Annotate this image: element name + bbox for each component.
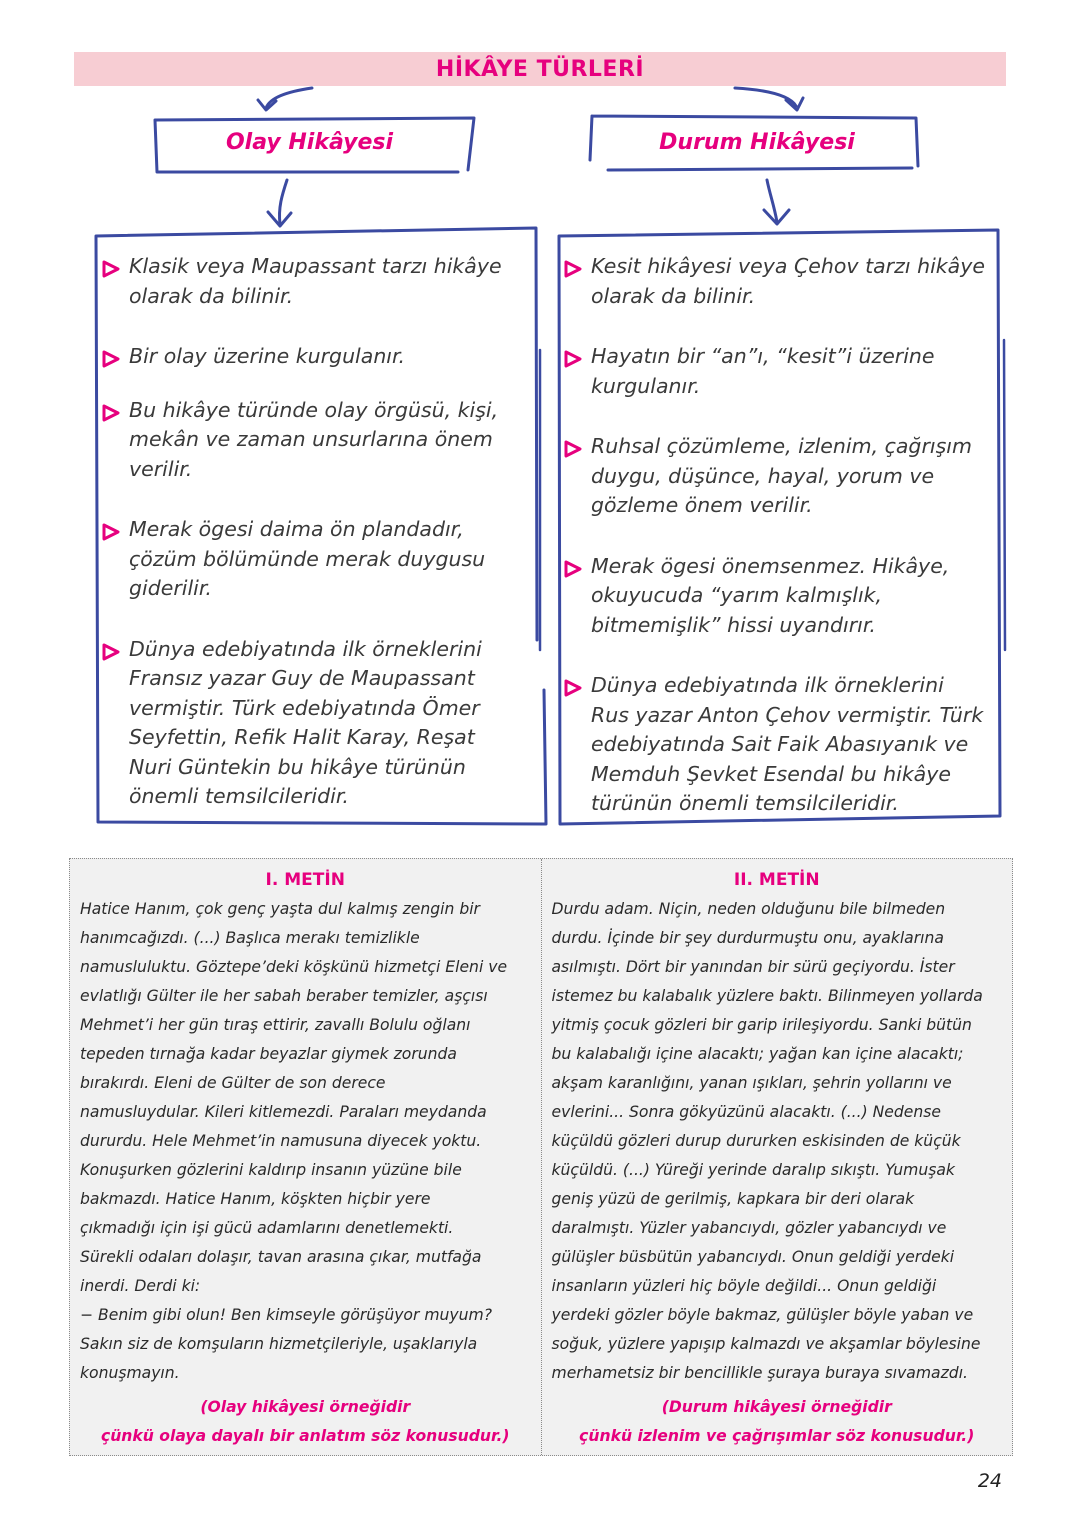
- page-number: 24: [977, 1470, 1002, 1492]
- triangle-bullet-icon: [101, 403, 121, 423]
- list-item: Dünya edebiyatında ilk örneklerini Fransız yazar Guy de Maupassant vermiştir. Türk edebiyatında Ömer Seyfettin, Refik Halit Karay, Reşat Nuri Güntekin bu hikâye türünün önemli temsilcileridir.: [101, 635, 523, 812]
- text-2-heading: II. METİN: [733, 870, 820, 890]
- page-title: HİKÂYE TÜRLERİ: [74, 52, 1006, 86]
- triangle-bullet-icon: [563, 349, 583, 369]
- list-item: Ruhsal çözümleme, izlenim, çağrışım duygu, düşünce, hayal, yorum ve gözleme önem verilir.: [563, 432, 987, 521]
- durum-features-list: [563, 252, 987, 819]
- list-item: Merak ögesi önemsenmez. Hikâye, okuyucuda “yarım kalmışlık, bitmemişlik” hissi uyandırır.: [563, 552, 987, 641]
- durum-hikayesi-label: Durum Hikâyesi: [659, 129, 855, 155]
- list-item: Merak ögesi daima ön plandadır, çözüm bölümünde merak duygusu giderilir.: [101, 515, 523, 604]
- triangle-bullet-icon: [101, 349, 121, 369]
- text-2-body: Durdu adam. Niçin, neden olduğunu bile bilmeden durdu. İçinde bir şey durdurmuştu onu, ayaklarına asılmıştı. Dört bir yanından bir sürü geçiyordu. İster istemez bu kalabalık yüzlere baktı. Bilinmeyen yollarda yitmiş çocuk gözleri bir garip irileşiyordu. Sanki bütün bu kalabalığı içine alacaktı; yağan kan içine alacaktı; akşam karanlığını, yanan ışıkları, şehrin yollarını ve evlerini... Sonra gökyüzünü alacaktı. (...) Nedense küçüldü gözleri durup dururken eskisinden de küçük küçüldü. (...) Yüreği yerinde daralıp sıkıştı. Yumuşak geniş yüzü de gerilmiş, kapkara bir deri olarak daralmıştı. Yüzler yabancıydı, gözler yabancıydı ve gülüşler büsbütün yabancıydı. Onun geldiği yerdeki insanların yüzleri hiç böyle değildi... Onun geldiği yerdeki gözler böyle bakmaz, gülüşler böyle yaban ve soğuk, yüzlere yapışıp kalmazdı ve akşamlar böylesine merhametsiz bir bencillikle şuraya buraya sıvamazdı.: [551, 900, 983, 1382]
- triangle-bullet-icon: [101, 642, 121, 662]
- list-item: Kesit hikâyesi veya Çehov tarzı hikâye olarak da bilinir.: [563, 252, 987, 311]
- arrow-to-durum: [735, 88, 796, 106]
- olay-features-list: [101, 252, 523, 812]
- triangle-bullet-icon: [101, 259, 121, 279]
- text-2-note: (Durum hikâyesi örneğidir çünkü izlenim ve çağrışımlar söz konusudur.): [579, 1398, 975, 1445]
- text-1-note: (Olay hikâyesi örneğidir çünkü olaya dayalı bir anlatım söz konusudur.): [100, 1398, 510, 1445]
- triangle-bullet-icon: [563, 439, 583, 459]
- triangle-bullet-icon: [101, 522, 121, 542]
- text-2-column: [541, 859, 1013, 1455]
- triangle-bullet-icon: [563, 259, 583, 279]
- text-1-body: Hatice Hanım, çok genç yaşta dul kalmış zengin bir hanımcağızdı. (...) Başlıca merakı temizlikle namusluluktu. Göztepe’deki köşkünü hizmetçi Eleni ve evlatlığı Gülter ile her sabah beraber temizler, aşçısı Mehmet’i her gün tıraş ettirir, zavallı Bolulu oğlanı tepeden tırnağa kadar beyazlar giymek zorunda bırakırdı. Eleni de Gülter de son derece namusluydular. Kileri kitlemezdi. Paraları meydanda dururdu. Hele Mehmet’in namusuna diyecek yoktu. Konuşurken gözlerini kaldırıp insanın yüzüne bile bakmazdı. Hatice Hanım, köşkten hiçbir yere çıkmadığı için işi gücü adamlarını denetlemekti. Sürekli odaları dolaşır, tavan arasına çıkar, mutfağa inerdi. Derdi ki: − Benim gibi olun! Ben kimseyle görüşüyor muyum? Sakın siz de komşuların hizmetçileriyle, uşaklarıyla konuşmayın.: [80, 900, 508, 1382]
- triangle-bullet-icon: [563, 559, 583, 579]
- list-item: Klasik veya Maupassant tarzı hikâye olarak da bilinir.: [101, 252, 523, 311]
- list-item: Bir olay üzerine kurgulanır.: [101, 342, 523, 372]
- triangle-bullet-icon: [563, 678, 583, 698]
- list-item: Hayatın bir “an”ı, “kesit”i üzerine kurgulanır.: [563, 342, 987, 401]
- list-item: Bu hikâye türünde olay örgüsü, kişi, mekân ve zaman unsurlarına önem verilir.: [101, 396, 523, 485]
- olay-hikayesi-label: Olay Hikâyesi: [225, 129, 394, 155]
- text-1-column: [70, 859, 541, 1455]
- text-1-heading: I. METİN: [265, 870, 345, 890]
- example-texts-table: [69, 858, 1013, 1456]
- list-item: Dünya edebiyatında ilk örneklerini Rus yazar Anton Çehov vermiştir. Türk edebiyatında Sait Faik Abasıyanık ve Memduh Şevket Esendal bu hikâye türünün önemli temsilcileridir.: [563, 671, 987, 819]
